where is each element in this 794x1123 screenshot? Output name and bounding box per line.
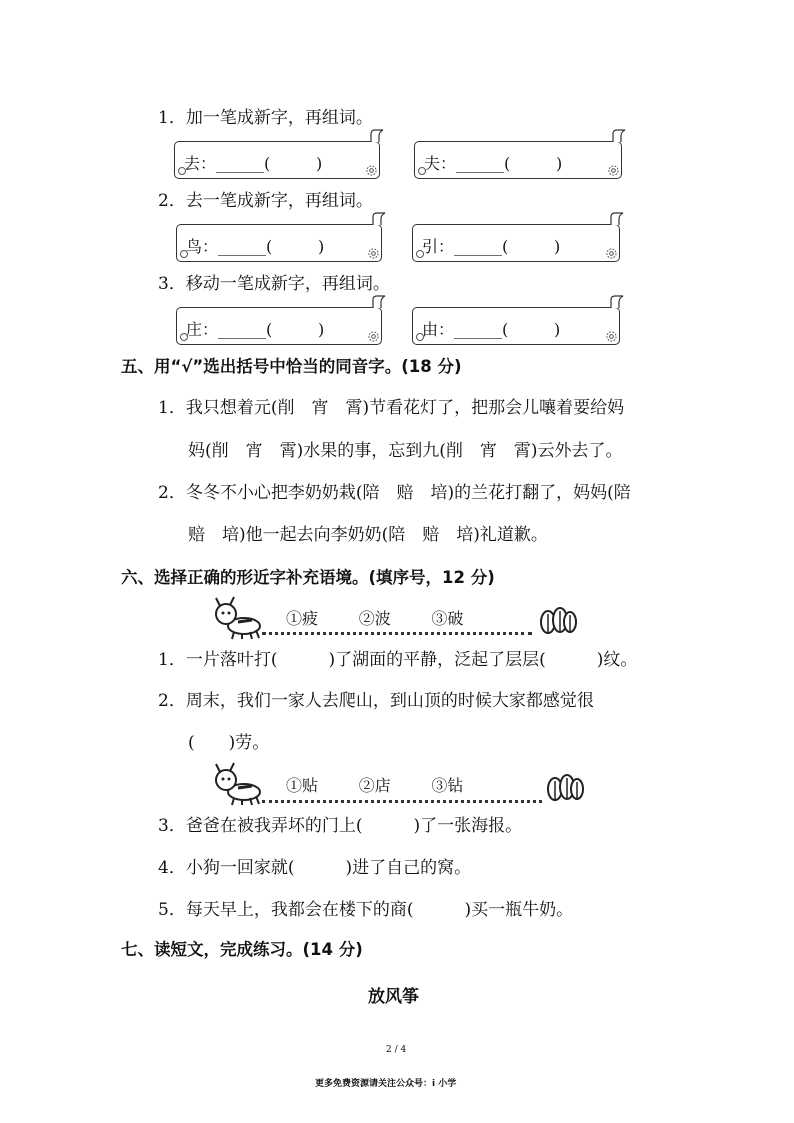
answer-box: 鸟：______( ) [176,224,382,262]
tab-icon [369,128,385,144]
answer-box: 由：______( ) [412,307,620,345]
section5-heading: 五、用“√”选出括号中恰当的同音字。(18 分) [121,357,462,376]
leaves-icon [538,604,578,636]
dotted-line [262,796,542,803]
answer-box: 引：______( ) [412,224,620,262]
tab-icon [609,294,625,310]
tab-icon [609,211,625,227]
tab-icon [371,211,387,227]
q4-2: 2．去一笔成新字，再组词。 [158,191,373,211]
q5-2-line1: 2．冬冬不小心把李奶奶栽(陪 赔 培)的兰花打翻了，妈妈(陪 [158,483,631,503]
flower-icon [606,331,617,342]
flower-icon [608,165,619,176]
passage-title: 放风筝 [368,987,419,1007]
page-number: 2 / 4 [386,1045,407,1055]
tab-icon [611,128,627,144]
q6-2-line1: 2．周末，我们一家人去爬山，到山顶的时候大家都感觉很 [158,691,594,711]
section7-heading: 七、读短文，完成练习。(14 分) [121,940,363,959]
flower-icon [366,165,377,176]
q5-1-line1: 1．我只想着元(削 宵 霄)节看花灯了，把那会儿嚷着要给妈 [158,398,625,418]
q4-3: 3．移动一笔成新字，再组词。 [158,274,390,294]
tab-icon [371,294,387,310]
dotted-line [262,628,532,635]
options-group2: ①贴 ②店 ③钻 [286,776,464,795]
q6-3: 3．爸爸在被我弄坏的门上( )了一张海报。 [158,816,523,836]
options-group1: ①疲 ②波 ③破 [286,609,464,628]
flower-icon [368,331,379,342]
answer-box: 夫：______( ) [414,141,622,179]
answer-box: 去：______( ) [174,141,380,179]
q5-2-line2: 赔 培)他一起去向李奶奶(陪 赔 培)礼道歉。 [188,525,548,545]
q5-1-line2: 妈(削 宵 霄)水果的事，忘到九(削 宵 霄)云外去了。 [188,441,623,461]
section6-heading: 六、选择正确的形近字补充语境。(填序号，12 分) [121,568,495,587]
q4-1: 1．加一笔成新字，再组词。 [158,108,373,128]
answer-box: 庄：______( ) [176,307,382,345]
q6-1: 1．一片落叶打( )了湖面的平静，泛起了层层( )纹。 [158,650,638,670]
flower-icon [606,248,617,259]
flower-icon [368,248,379,259]
footer-note: 更多免费资源请关注公众号：i 小学 [315,1079,457,1089]
q6-2-line2: ( )劳。 [188,733,270,753]
q6-4: 4．小狗一回家就( )进了自己的窝。 [158,858,472,878]
leaves-icon [545,771,585,803]
q6-5: 5．每天早上，我都会在楼下的商( )买一瓶牛奶。 [158,900,574,920]
